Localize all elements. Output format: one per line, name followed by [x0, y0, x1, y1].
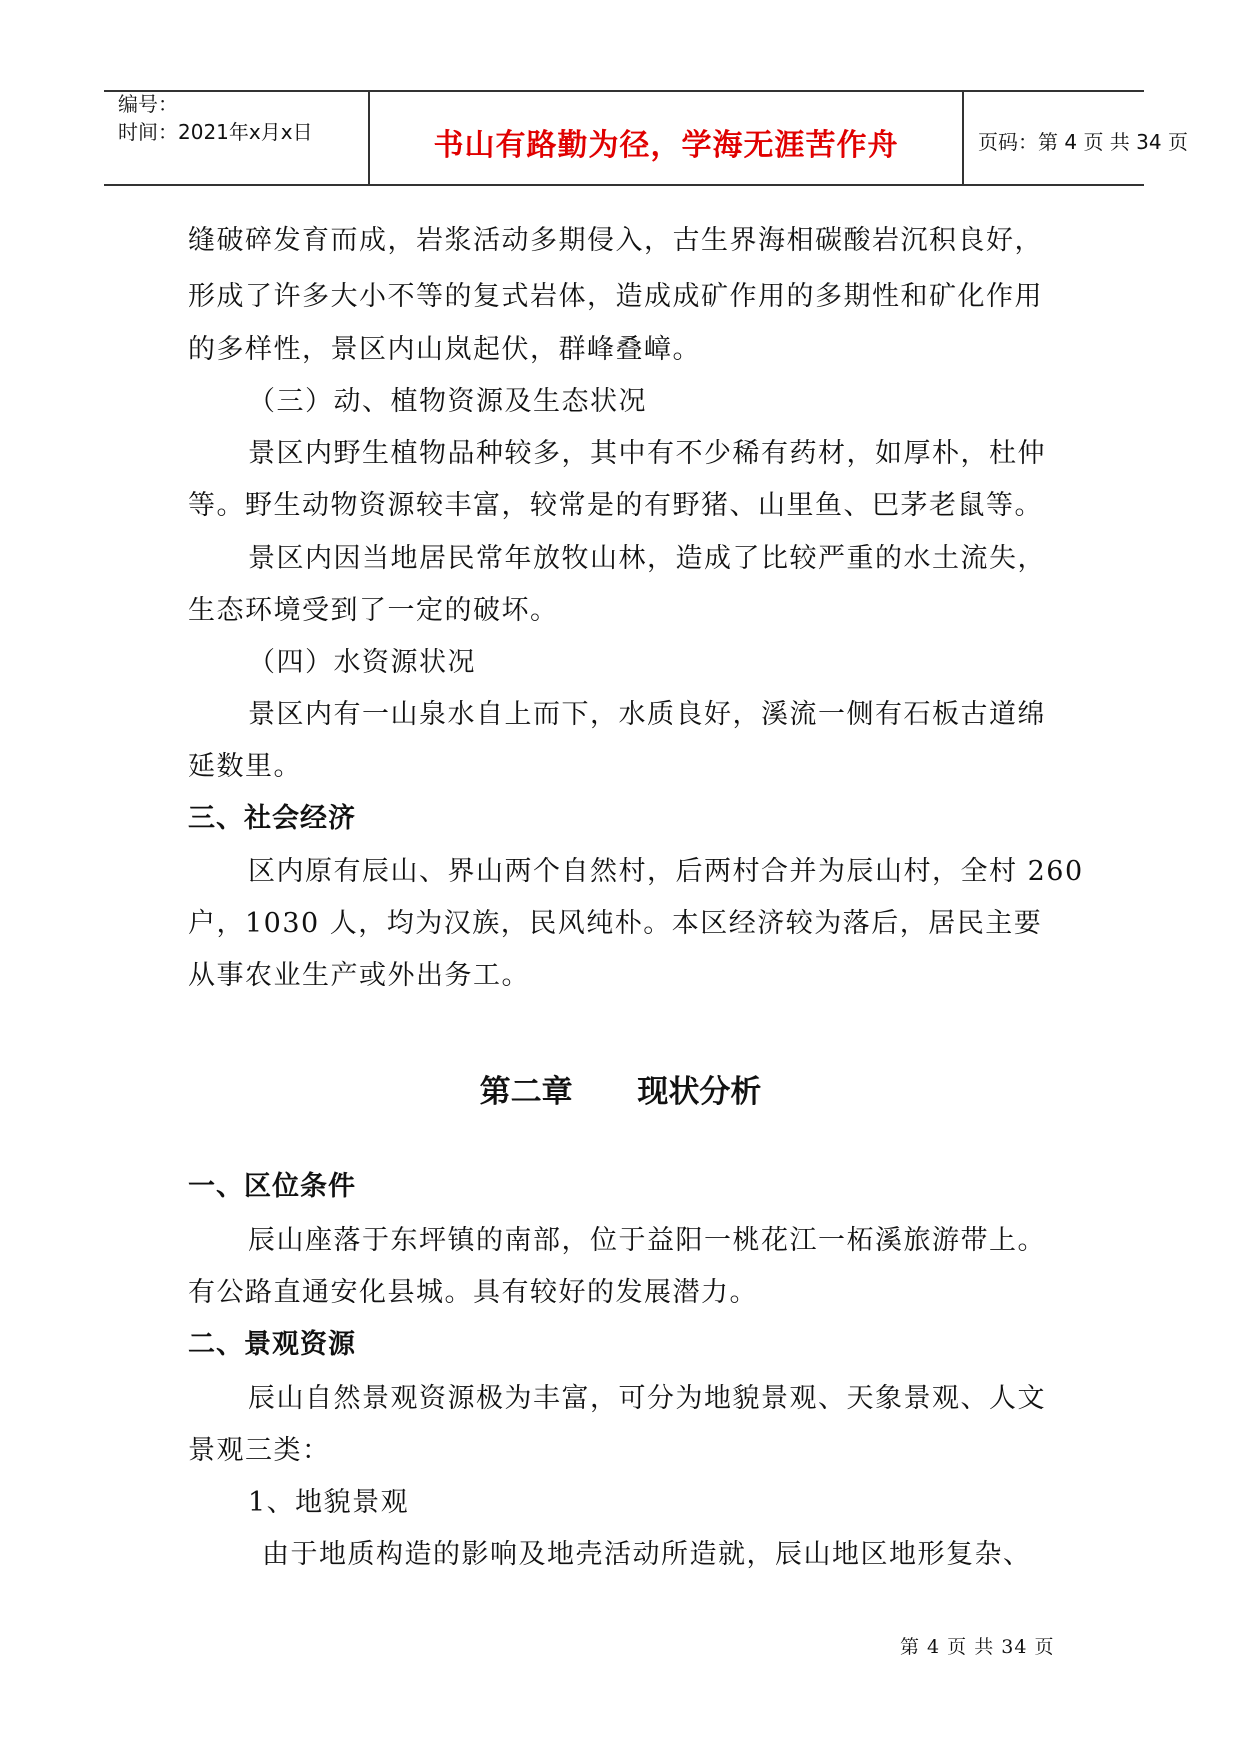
paragraph-line: 延数里。 [188, 751, 302, 782]
paragraph-line: 区内原有辰山、界山两个自然村，后两村合并为辰山村，全村 260 [248, 856, 1084, 887]
chapter-title: 第二章 现状分析 [479, 1074, 762, 1110]
header-motto-cell [370, 92, 964, 184]
paragraph-line: 等。野生动物资源较丰富，较常是的有野猪、山里鱼、巴茅老鼠等。 [188, 490, 1043, 521]
paragraph-line: 景区内有一山泉水自上而下，水质良好，溪流一侧有石板古道绵 [248, 699, 1046, 730]
paragraph-line: 形成了许多大小不等的复式岩体，造成成矿作用的多期性和矿化作用 [188, 281, 1043, 312]
header-meta-cell [104, 92, 370, 184]
paragraph-line: 由于地质构造的影响及地壳活动所造就，辰山地区地形复杂、 [262, 1539, 1032, 1570]
page-header [104, 90, 1188, 186]
section-heading-landscape: 二、景观资源 [188, 1329, 356, 1360]
paragraph-line: 景观三类： [188, 1435, 331, 1466]
paragraph-line: 户，1030 人，均为汉族，民风纯朴。本区经济较为落后，居民主要 [188, 908, 1043, 939]
serial-number-label: 编号： [118, 92, 178, 116]
paragraph-line: 的多样性，景区内山岚起伏，群峰叠嶂。 [188, 334, 701, 365]
paragraph-line: 景区内野生植物品种较多，其中有不少稀有药材，如厚朴，杜仲 [248, 438, 1046, 469]
header-page-info: 页码：第 4 页 共 34 页 [978, 130, 1188, 154]
subsection-heading: （三）动、植物资源及生态状况 [248, 386, 647, 417]
paragraph-line: 生态环境受到了一定的破坏。 [188, 595, 559, 626]
paragraph-line: 辰山座落于东坪镇的南部，位于益阳一桃花江一柘溪旅游带上。 [248, 1225, 1046, 1256]
paragraph-line: 有公路直通安化县城。具有较好的发展潜力。 [188, 1277, 758, 1308]
subsection-heading: （四）水资源状况 [248, 647, 476, 678]
subsection-heading: 1、地貌景观 [248, 1487, 410, 1518]
section-heading-social-economy: 三、社会经济 [188, 803, 356, 834]
paragraph-line: 从事农业生产或外出务工。 [188, 960, 530, 991]
header-page-cell [964, 92, 1188, 184]
section-heading-location: 一、区位条件 [188, 1171, 356, 1202]
paragraph-line: 景区内因当地居民常年放牧山林，造成了比较严重的水土流失， [248, 543, 1046, 574]
paragraph-line: 辰山自然景观资源极为丰富，可分为地貌景观、天象景观、人文 [248, 1383, 1046, 1414]
paragraph-line: 缝破碎发育而成，岩浆活动多期侵入，古生界海相碳酸岩沉积良好， [188, 225, 1043, 256]
date-label: 时间：2021年x月x日 [118, 120, 313, 144]
header-motto: 书山有路勤为径，学海无涯苦作舟 [433, 128, 899, 163]
page-footer: 第 4 页 共 34 页 [900, 1636, 1055, 1658]
